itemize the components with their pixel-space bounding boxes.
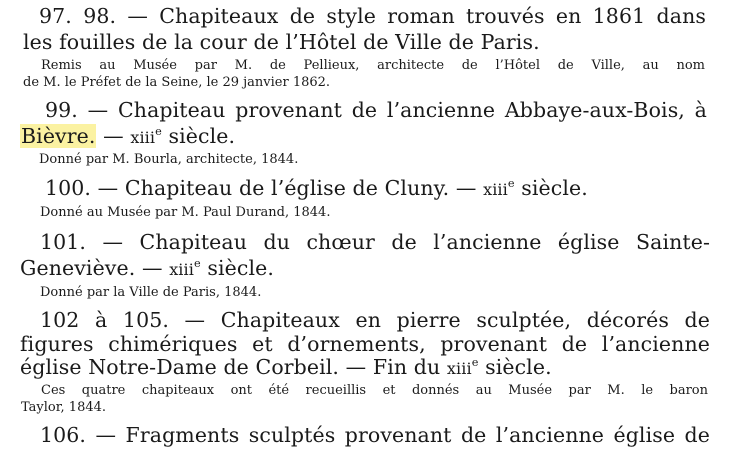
entry-99-dash: — xyxy=(96,124,131,148)
century-superscript: e xyxy=(471,356,479,370)
entry-97-98-line-2: les fouilles de la cour de l’Hôtel de Ville de Paris. xyxy=(23,30,540,54)
century-numeral: xiii xyxy=(130,128,156,147)
century-numeral: xiii xyxy=(169,260,194,279)
entry-99-line-2 xyxy=(20,126,235,147)
entry-102-105-text: église Notre-Dame de Corbeil. — Fin du xyxy=(20,355,447,379)
entry-97-98-line-1: 97. 98. — Chapiteaux de style roman trouvés en 1861 dans xyxy=(39,4,706,28)
highlighted-word: Bièvre. xyxy=(21,124,96,148)
century-word: siècle. xyxy=(478,355,552,379)
entry-100-text: 100. — Chapiteau de l’église de Cluny. — xyxy=(45,176,484,200)
century-numeral: xiii xyxy=(483,180,508,199)
entry-102-105-line-1: 102 à 105. — Chapiteaux en pierre sculptée, décorés de xyxy=(40,308,710,332)
entry-102-105-line-2: figures chimériques et d’ornements, provenant de l’ancienne xyxy=(20,332,710,356)
century-superscript: e xyxy=(193,257,201,271)
entry-101-note: Donné par la Ville de Paris, 1844. xyxy=(40,285,262,300)
entry-97-98-note-2: de M. le Préfet de la Seine, le 29 janvier 1862. xyxy=(23,75,331,90)
entry-102-105-line-3 xyxy=(20,357,552,378)
entry-102-105-note-2: Taylor, 1844. xyxy=(21,400,107,415)
entry-106-line-1: 106. — Fragments sculptés provenant de l’ancienne église de xyxy=(40,423,710,447)
entry-101-line-2 xyxy=(20,258,274,279)
century-superscript: e xyxy=(507,177,515,191)
entry-99-line-1: 99. — Chapiteau provenant de l’ancienne Abbaye-aux-Bois, à xyxy=(45,98,707,122)
century-word: siècle. xyxy=(514,176,588,200)
entry-99-note: Donné par M. Bourla, architecte, 1844. xyxy=(39,152,299,167)
entry-100-note: Donné au Musée par M. Paul Durand, 1844. xyxy=(40,205,331,220)
century-word: siècle. xyxy=(200,256,274,280)
century-superscript: e xyxy=(155,125,162,139)
century-word: siècle. xyxy=(161,124,236,148)
century-numeral: xiii xyxy=(446,359,472,378)
entry-102-105-note-1: Ces quatre chapiteaux ont été recueillis et donnés au Musée par M. le baron xyxy=(41,383,708,398)
entry-97-98-note-1: Remis au Musée par M. de Pellieux, architecte de l’Hôtel de Ville, au nom xyxy=(41,58,705,73)
entry-100-line-1 xyxy=(45,178,588,199)
entry-101-line-1: 101. — Chapiteau du chœur de l’ancienne église Sainte- xyxy=(40,230,710,254)
entry-101-text: Geneviève. — xyxy=(20,256,170,280)
